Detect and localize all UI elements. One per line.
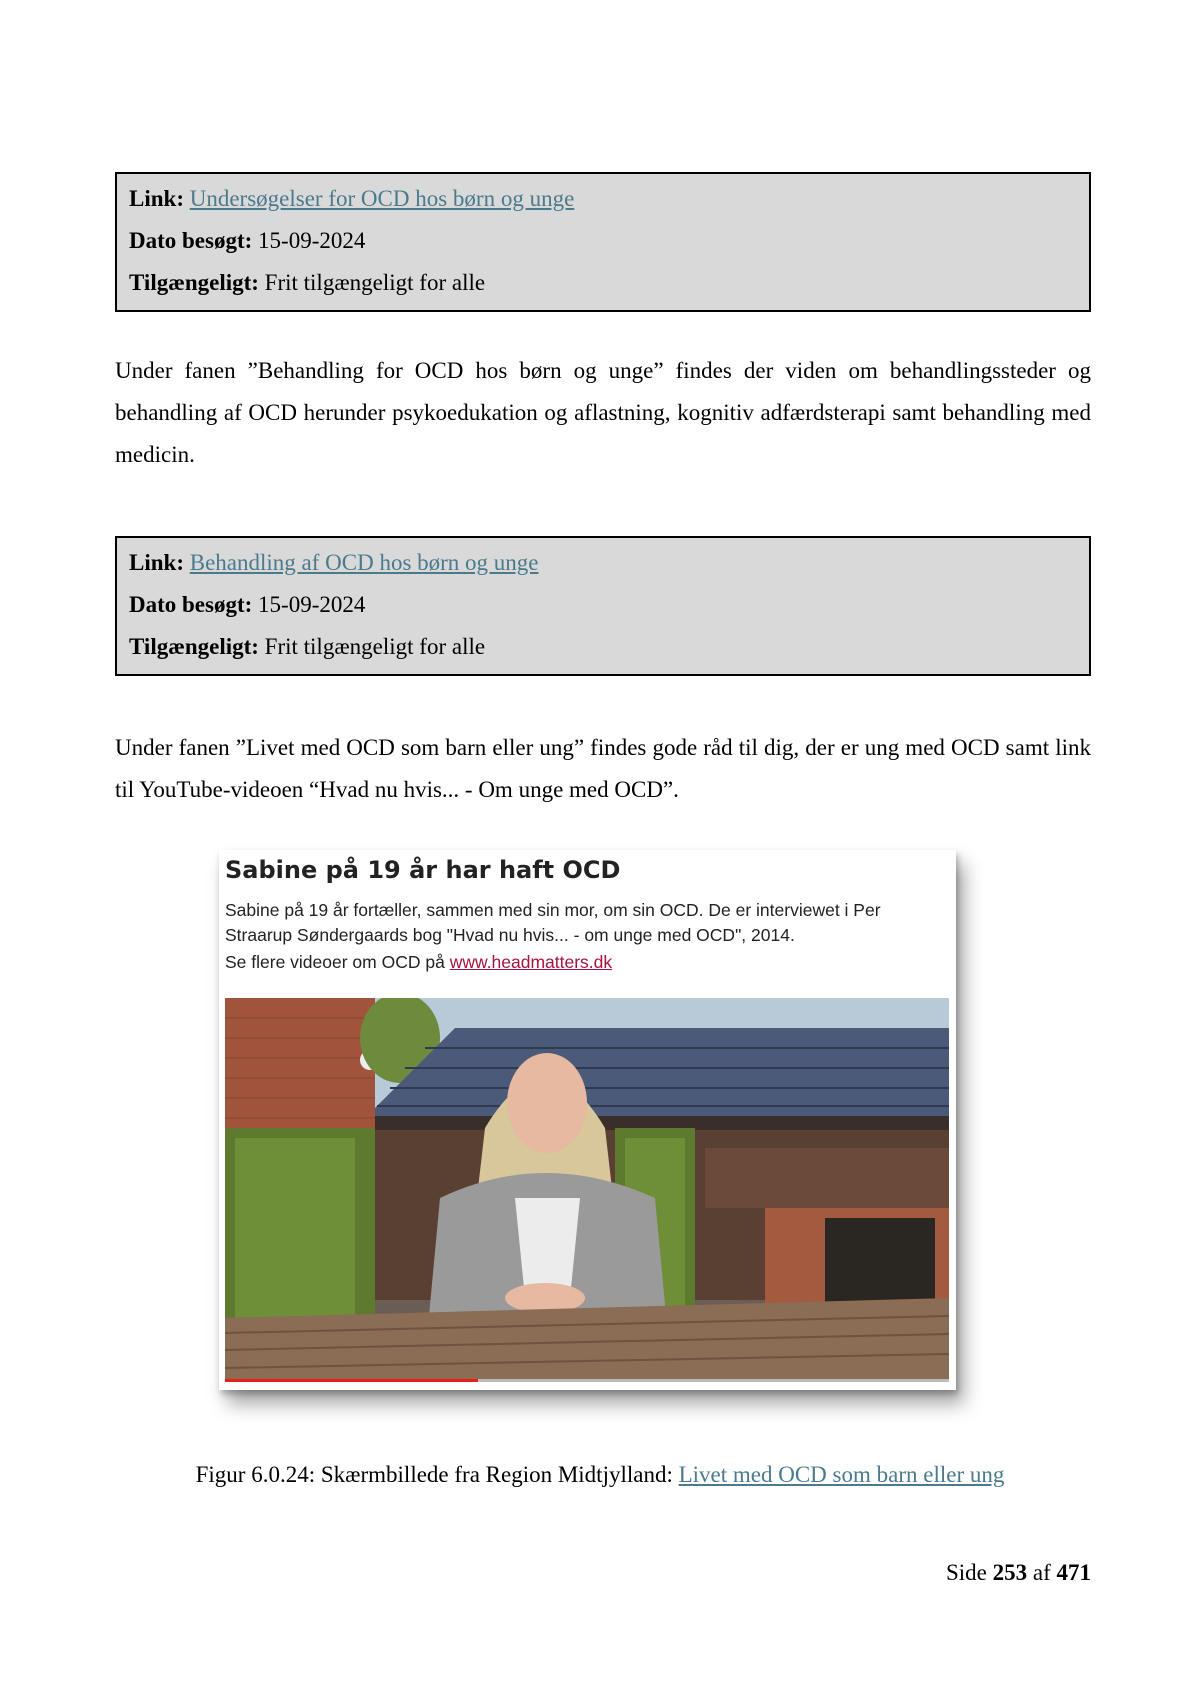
link-undersoegelser[interactable]: Undersøgelser for OCD hos børn og unge — [189, 186, 575, 211]
more-prefix: Se flere videoer om OCD på — [225, 952, 445, 972]
date-label: Dato besøgt: — [129, 592, 253, 617]
link-label: Link: — [129, 550, 184, 575]
video-progress-bar[interactable] — [225, 1379, 949, 1382]
date-value: 15-09-2024 — [258, 228, 366, 253]
total-pages: 471 — [1056, 1560, 1091, 1585]
figure-caption — [0, 1462, 1200, 1488]
date-row — [129, 584, 1077, 626]
date-value: 15-09-2024 — [258, 592, 366, 617]
date-label: Dato besøgt: — [129, 228, 253, 253]
link-row — [129, 542, 1077, 584]
link-behandling[interactable]: Behandling af OCD hos børn og unge — [189, 550, 539, 575]
of-label: af — [1032, 1560, 1051, 1585]
figure-screenshot — [219, 850, 956, 1390]
headmatters-link[interactable]: www.headmatters.dk — [449, 952, 613, 972]
caption-prefix: Figur 6.0.24: Skærmbillede fra Region Midtjylland: — [195, 1462, 673, 1487]
page-number: 253 — [992, 1560, 1028, 1585]
access-row — [129, 262, 1077, 304]
access-label: Tilgængeligt: — [129, 270, 259, 295]
access-label: Tilgængeligt: — [129, 634, 259, 659]
caption-link[interactable]: Livet med OCD som barn eller ung — [678, 1462, 1005, 1487]
video-frame-image — [225, 998, 949, 1382]
link-label: Link: — [129, 186, 184, 211]
video-description: Sabine på 19 år fortæller, sammen med sin mor, om sin OCD. De er interviewet i Per Straarup Søndergaards bog "Hvad nu hvis... - om unge med OCD", 2014. — [225, 900, 881, 945]
access-row — [129, 626, 1077, 668]
info-box-1 — [115, 172, 1091, 312]
side-label: Side — [945, 1560, 987, 1585]
access-value: Frit tilgængeligt for alle — [264, 270, 486, 295]
video-title: Sabine på 19 år har haft OCD — [225, 856, 621, 884]
info-box-2 — [115, 536, 1091, 676]
page-footer — [946, 1560, 1091, 1586]
paragraph-behandling: Under fanen ”Behandling for OCD hos børn og unge” findes der viden om behandlingssteder og behandling af OCD herunder psykoedukation og aflastning, kognitiv adfærdsterapi samt behandling med medicin. — [115, 358, 1091, 467]
video-progress-fill — [225, 1379, 478, 1382]
link-row — [129, 178, 1077, 220]
access-value: Frit tilgængeligt for alle — [264, 634, 486, 659]
date-row — [129, 220, 1077, 262]
video-player[interactable] — [225, 998, 949, 1382]
more-videos-text — [225, 952, 612, 973]
paragraph-livet: Under fanen ”Livet med OCD som barn eller ung” findes gode råd til dig, der er ung med OCD samt link til YouTube-videoen “Hvad nu hvis... - Om unge med OCD”. — [115, 735, 1091, 802]
